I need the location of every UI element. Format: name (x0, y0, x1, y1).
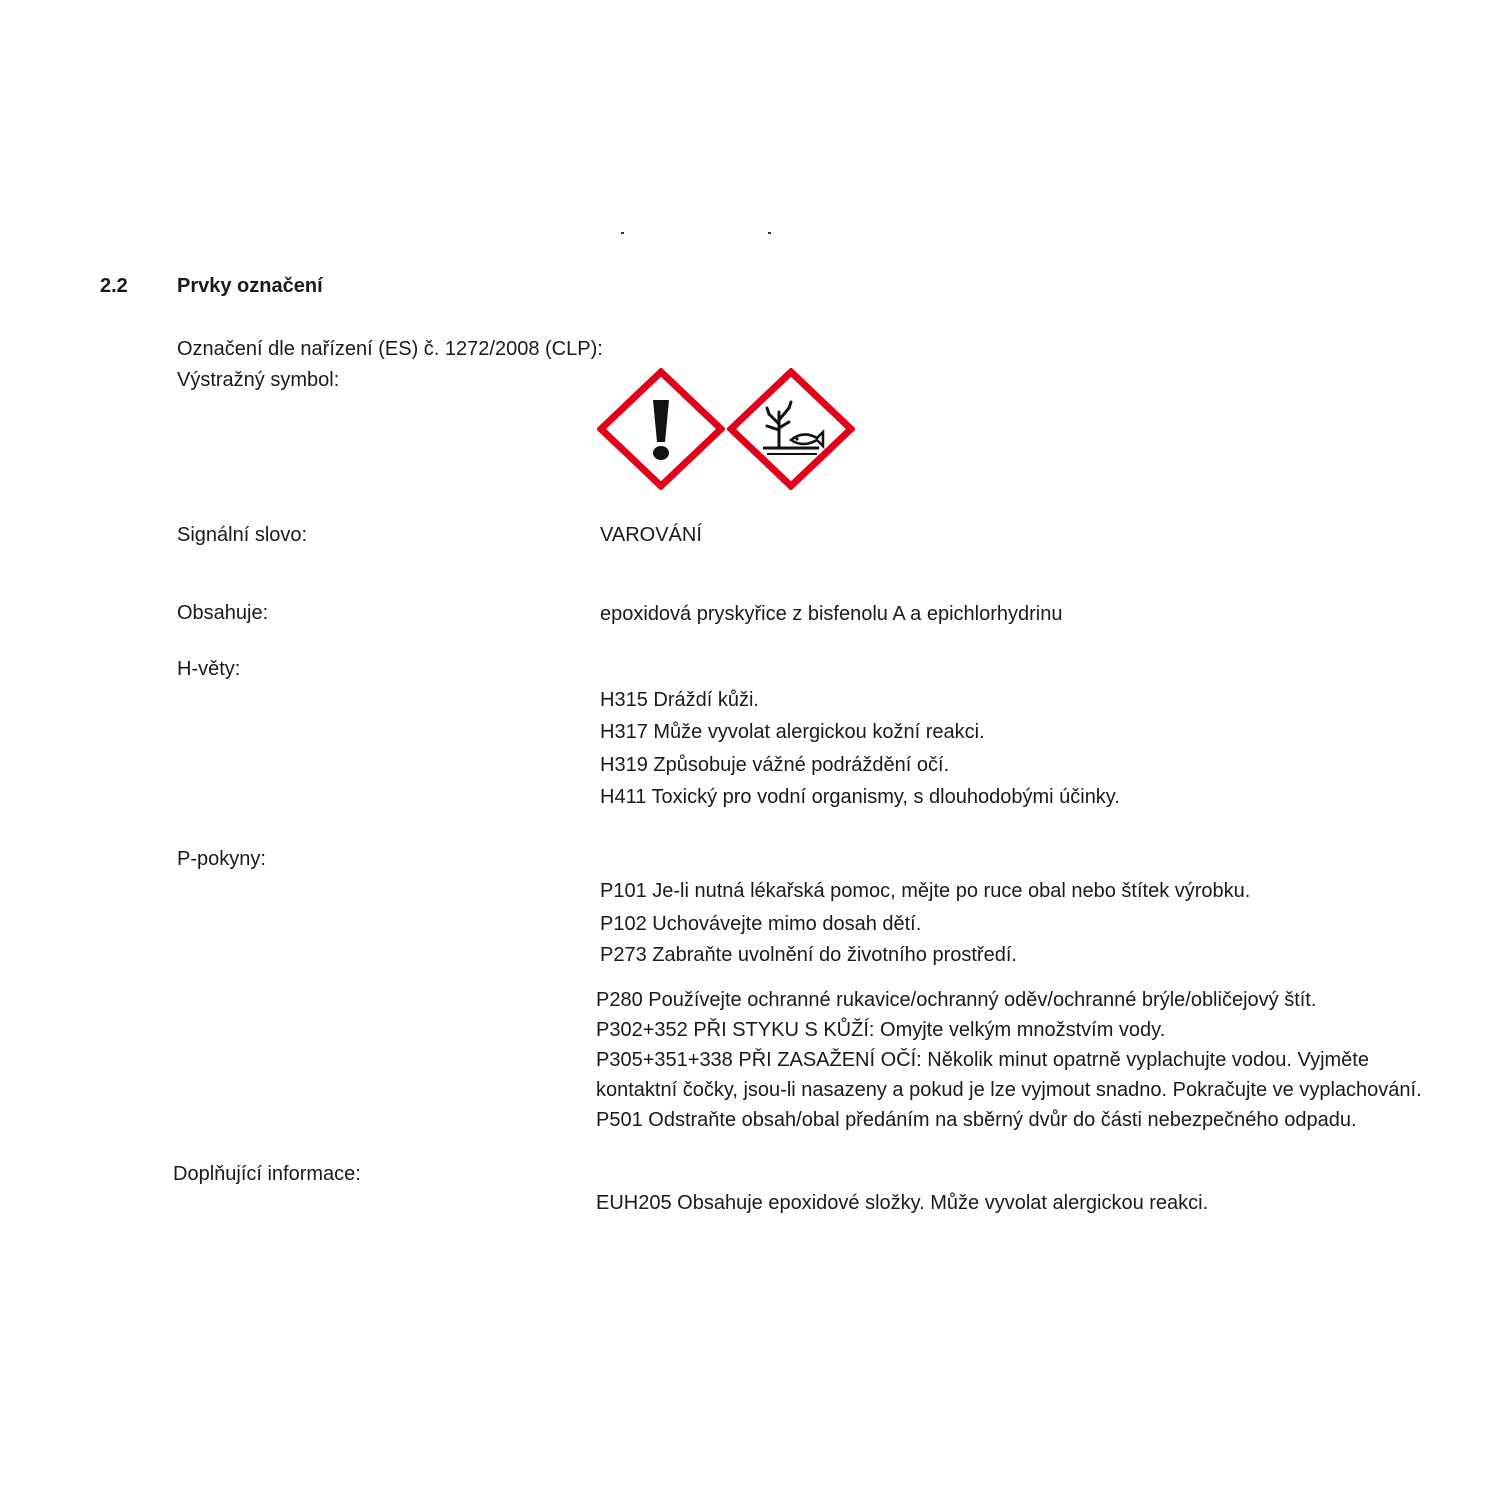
p-statement: P280 Používejte ochranné rukavice/ochranný oděv/ochranné brýle/obličejový štít. (596, 989, 1317, 1011)
p-statements-block (596, 985, 1426, 1135)
p-statement: P101 Je-li nutná lékařská pomoc, mějte po ruce obal nebo štítek výrobku. (600, 880, 1251, 902)
p-statement: P302+352 PŘI STYKU S KŮŽÍ: Omyjte velkým množstvím vody. (596, 1019, 1166, 1041)
ghs07-exclamation-mark-icon (597, 368, 725, 490)
signal-word-label: Signální slovo: (177, 524, 308, 546)
regulation-label: Označení dle nařízení (ES) č. 1272/2008 (CLP): (177, 338, 603, 360)
h-statement: H411 Toxický pro vodní organismy, s dlouhodobými účinky. (600, 786, 1120, 808)
stray-mark (621, 232, 624, 234)
signal-word-value: VAROVÁNÍ (600, 524, 702, 546)
supplemental-value: EUH205 Obsahuje epoxidové složky. Může vyvolat alergickou reakci. (596, 1192, 1209, 1214)
p-statement: P102 Uchovávejte mimo dosah dětí. (600, 913, 922, 935)
h-statement: H317 Může vyvolat alergickou kožní reakci. (600, 721, 985, 743)
contains-value: epoxidová pryskyřice z bisfenolu A a epichlorhydrinu (600, 603, 1063, 625)
stray-mark (768, 232, 771, 234)
contains-label: Obsahuje: (177, 602, 269, 624)
symbol-label: Výstražný symbol: (177, 369, 340, 391)
p-statements-label: P-pokyny: (177, 848, 266, 870)
h-statements-label: H-věty: (177, 658, 241, 680)
h-statement: H319 Způsobuje vážné podráždění očí. (600, 754, 950, 776)
ghs09-environment-icon (727, 368, 855, 490)
section-number: 2.2 (100, 275, 128, 297)
supplemental-label: Doplňující informace: (173, 1163, 361, 1185)
section-title: Prvky označení (177, 275, 323, 297)
p-statement: P501 Odstraňte obsah/obal předáním na sběrný dvůr do části nebezpečného odpadu. (596, 1109, 1357, 1131)
p-statement: P273 Zabraňte uvolnění do životního prostředí. (600, 944, 1017, 966)
p-statement: P305+351+338 PŘI ZASAŽENÍ OČÍ: Několik minut opatrně vyplachujte vodou. Vyjměte kontaktní čočky, jsou-li nasazeny a pokud je lze vyjmout snadno. Pokračujte ve vyplachování. (596, 1049, 1422, 1101)
h-statement: H315 Dráždí kůži. (600, 689, 759, 711)
